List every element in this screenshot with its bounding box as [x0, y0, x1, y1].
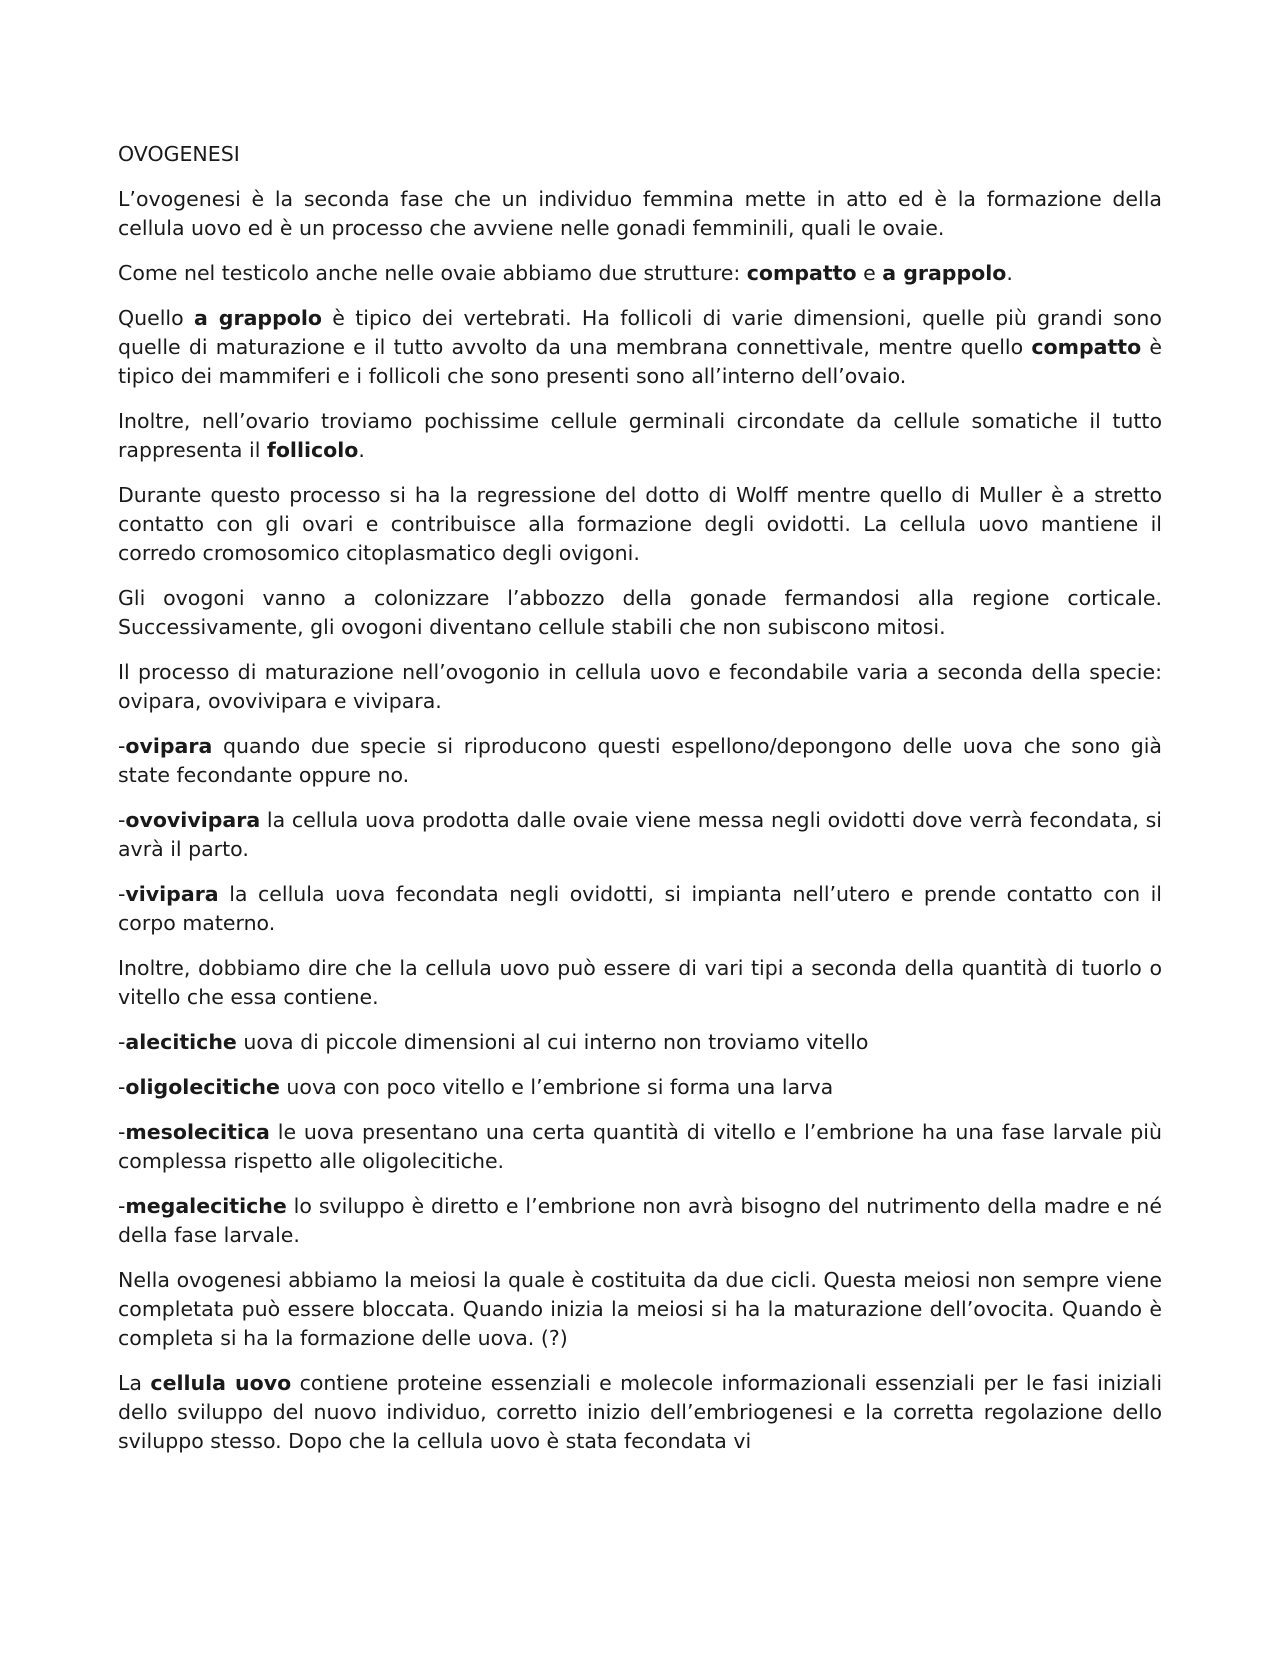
- text-run: e: [856, 261, 883, 285]
- text-run: Inoltre, nell’ovario troviamo pochissime cellule germinali circondate da cellule somatiche il tutto rappresenta il: [118, 409, 1162, 462]
- dash: -: [118, 1120, 126, 1144]
- bold-term: alecitiche: [125, 1030, 237, 1054]
- bold-term: a grappolo: [194, 306, 322, 330]
- list-item-oligolecitiche: [118, 1073, 1162, 1102]
- bold-term: mesolecitica: [125, 1120, 270, 1144]
- text-run: .: [1006, 261, 1013, 285]
- bold-term: follicolo: [266, 438, 359, 462]
- text-run: Quello: [118, 306, 195, 330]
- text-run: uova con poco vitello e l’embrione si forma una larva: [279, 1075, 834, 1099]
- text-run: Come nel testicolo anche nelle ovaie abbiamo due strutture:: [118, 261, 747, 285]
- text-run: uova di piccole dimensioni al cui interno non troviamo vitello: [236, 1030, 869, 1054]
- dash: -: [118, 882, 126, 906]
- page-title: OVOGENESI: [118, 142, 240, 166]
- text-run: la cellula uova prodotta dalle ovaie viene messa negli ovidotti dove verrà fecondata, si avrà il parto.: [118, 808, 1162, 861]
- bold-term: megalecitiche: [125, 1194, 287, 1218]
- text-run: .: [358, 438, 365, 462]
- document-body: [118, 140, 1162, 1472]
- paragraph-grappolo: [118, 304, 1162, 391]
- bold-term: ovipara: [125, 734, 213, 758]
- bold-term: vivipara: [125, 882, 219, 906]
- list-item-ovovivipara: [118, 806, 1162, 864]
- bold-term: cellula uovo: [150, 1371, 292, 1395]
- text-run: quando due specie si riproducono questi espellono/depongono delle uova che sono già state fecondante oppure no.: [118, 734, 1162, 787]
- bold-term: compatto: [746, 261, 857, 285]
- dash: -: [118, 808, 126, 832]
- paragraph-meiosi: Nella ovogenesi abbiamo la meiosi la quale è costituita da due cicli. Questa meiosi non sempre viene completata può essere bloccata. Quando inizia la meiosi si ha la maturazione dell’ovocita. Quando è completa si ha la formazione delle uova. (?): [118, 1268, 1162, 1350]
- dash: -: [118, 1030, 126, 1054]
- bold-term: oligolecitiche: [125, 1075, 280, 1099]
- paragraph-wolff: Durante questo processo si ha la regressione del dotto di Wolff mentre quello di Muller è a stretto contatto con gli ovari e contribuisce alla formazione degli ovidotti. La cellula uovo mantiene il corredo cromosomico citoplasmatico degli ovigoni.: [118, 483, 1162, 565]
- dash: -: [118, 1194, 126, 1218]
- list-item-ovipara: [118, 732, 1162, 790]
- text-run: contiene proteine essenziali e molecole informazionali essenziali per le fasi iniziali dello sviluppo del nuovo individuo, corretto inizio dell’embriogenesi e la corretta regolazione dello sviluppo stesso. Dopo che la cellula uovo è stata fecondata vi: [118, 1371, 1163, 1453]
- bold-term: compatto: [1031, 335, 1142, 359]
- text-run: La: [118, 1371, 151, 1395]
- dash: -: [118, 1075, 126, 1099]
- text-run: lo sviluppo è diretto e l’embrione non avrà bisogno del nutrimento della madre e né della fase larvale.: [118, 1194, 1162, 1247]
- bold-term: ovovivipara: [125, 808, 261, 832]
- bold-term: a grappolo: [882, 261, 1007, 285]
- text-run: le uova presentano una certa quantità di vitello e l’embrione ha una fase larvale più complessa rispetto alle oligolecitiche.: [118, 1120, 1162, 1173]
- paragraph-intro: L’ovogenesi è la seconda fase che un individuo femmina mette in atto ed è la formazione della cellula uovo ed è un processo che avviene nelle gonadi femminili, quali le ovaie.: [118, 187, 1162, 240]
- paragraph-tipi: Inoltre, dobbiamo dire che la cellula uovo può essere di vari tipi a seconda della quantità di tuorlo o vitello che essa contiene.: [118, 956, 1162, 1009]
- paragraph-maturazione: Il processo di maturazione nell’ovogonio in cellula uovo e fecondabile varia a seconda della specie: ovipara, ovovivipara e vivipara.: [118, 660, 1162, 713]
- paragraph-follicolo: [118, 407, 1162, 465]
- list-item-vivipara: [118, 880, 1162, 938]
- dash: -: [118, 734, 126, 758]
- text-run: è tipico dei mammiferi e i follicoli che sono presenti sono all’interno dell’ovaio.: [118, 335, 1162, 388]
- paragraph-cellula-uovo: [118, 1369, 1162, 1456]
- list-item-alecitiche: [118, 1028, 1162, 1057]
- paragraph-ovogoni: Gli ovogoni vanno a colonizzare l’abbozzo della gonade fermandosi alla regione corticale. Successivamente, gli ovogoni diventano cellule stabili che non subiscono mitosi.: [118, 586, 1162, 639]
- list-item-megalecitiche: [118, 1192, 1162, 1250]
- paragraph-structures: [118, 259, 1162, 288]
- list-item-mesolecitica: [118, 1118, 1162, 1176]
- text-run: la cellula uova fecondata negli ovidotti, si impianta nell’utero e prende contatto con il corpo materno.: [118, 882, 1162, 935]
- text-run: è tipico dei vertebrati. Ha follicoli di varie dimensioni, quelle più grandi sono quelle di maturazione e il tutto avvolto da una membrana connettivale, mentre quello: [118, 306, 1162, 359]
